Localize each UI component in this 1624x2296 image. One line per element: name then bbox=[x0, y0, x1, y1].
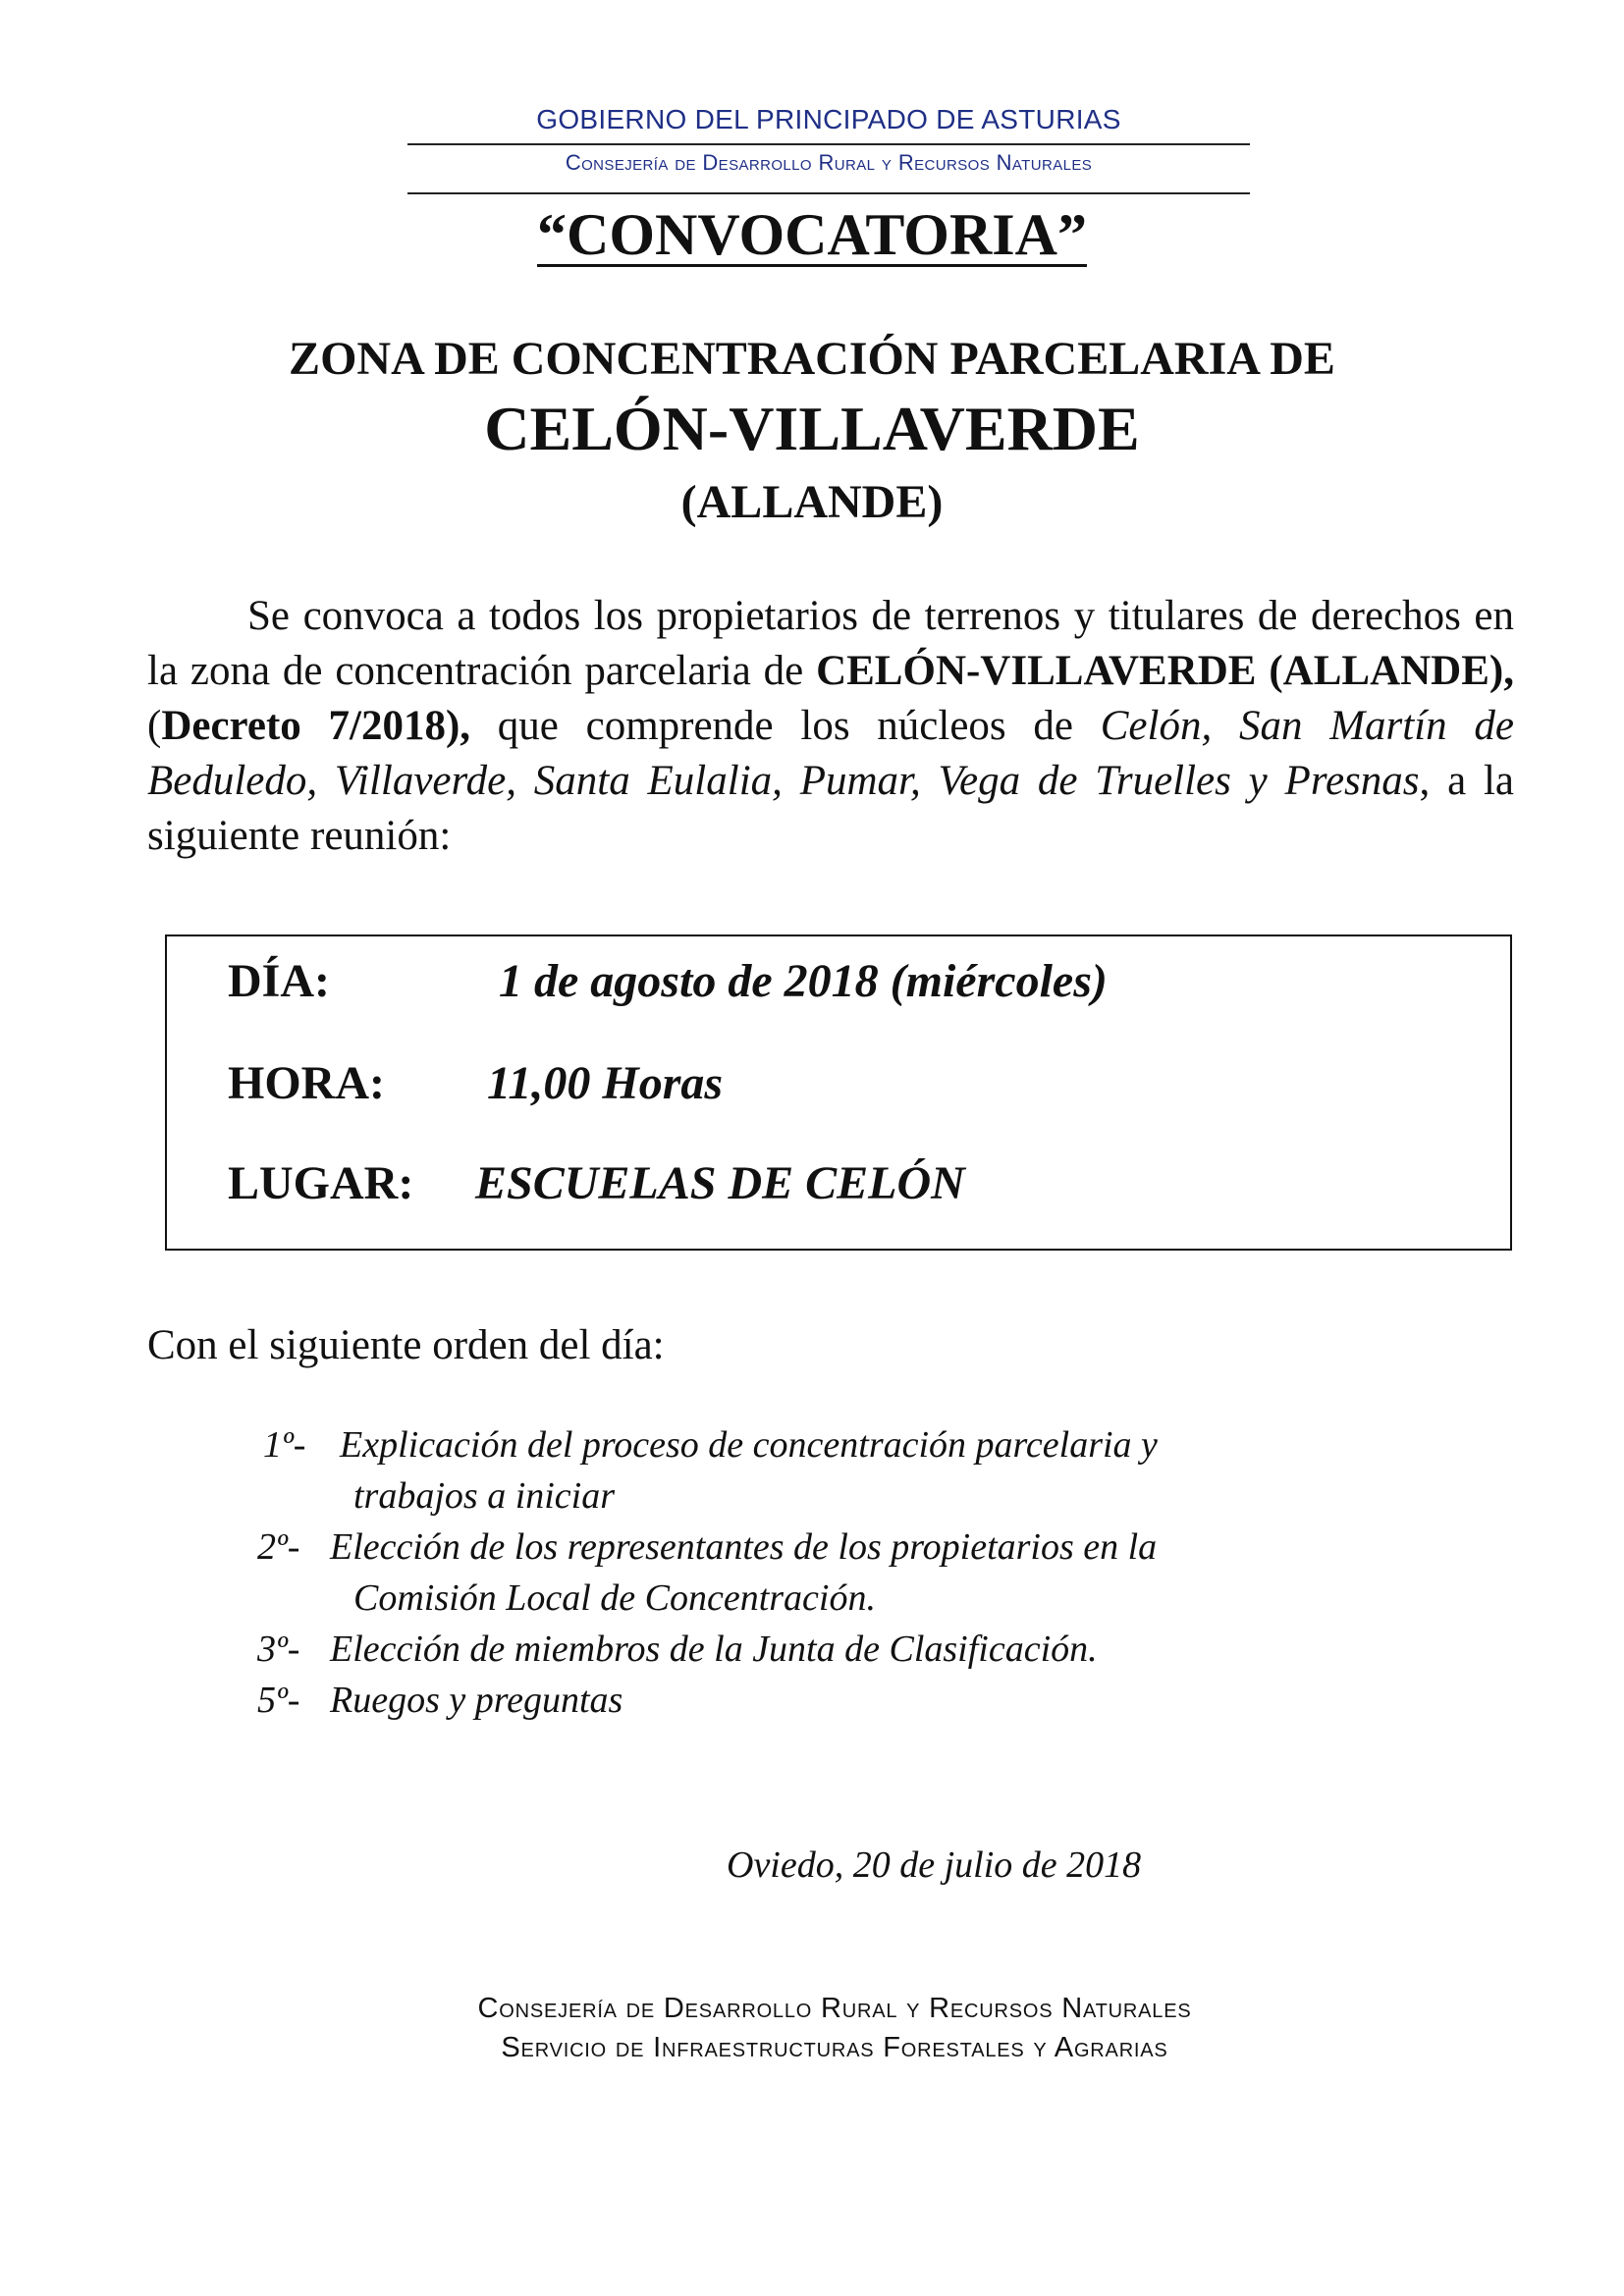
day-value: 1 de agosto de 2018 (miércoles) bbox=[499, 955, 1108, 1007]
footer-service: Servicio de Infraestructuras Forestales y Agrarias bbox=[501, 2032, 1168, 2063]
document-title-text: “CONVOCATORIA” bbox=[537, 202, 1087, 267]
government-header: GOBIERNO DEL PRINCIPADO DE ASTURIAS bbox=[536, 104, 1121, 134]
intro-text-4: , a la siguiente reunión: bbox=[147, 758, 1514, 859]
agenda-item-1 bbox=[263, 1419, 1158, 1522]
place-label: LUGAR: bbox=[228, 1157, 414, 1209]
zone-name: CELÓN-VILLAVERDE bbox=[484, 394, 1140, 463]
place-value: ESCUELAS DE CELÓN bbox=[475, 1157, 965, 1209]
agenda-item-2-number: 2º- bbox=[257, 1526, 300, 1568]
header-divider-bottom bbox=[407, 192, 1250, 194]
intro-text-1: Se convoca a todos los propietarios de terrenos y titulares de derechos en la zona de concentración parcelaria de bbox=[147, 593, 1514, 694]
intro-text-2: ( bbox=[147, 703, 162, 749]
time-label: HORA: bbox=[228, 1057, 385, 1109]
agenda-item-3-number: 3º- bbox=[257, 1629, 300, 1670]
zone-heading: ZONA DE CONCENTRACIÓN PARCELARIA DE bbox=[289, 333, 1335, 385]
document-title bbox=[0, 201, 1624, 269]
intro-villages: Celón, San Martín de Beduledo, Villaverde, Santa Eulalia, Pumar, Vega de Truelles y Presnas bbox=[147, 703, 1514, 804]
agenda-item-4-line1: Ruegos y preguntas bbox=[330, 1680, 623, 1721]
header-divider-top bbox=[407, 143, 1250, 145]
agenda-item-3 bbox=[257, 1624, 1098, 1675]
intro-text-3: que comprende los núcleos de bbox=[470, 703, 1101, 749]
meeting-place-row bbox=[167, 1156, 1510, 1215]
agenda-item-1-line1: Explicación del proceso de concentración parcelaria y bbox=[340, 1424, 1158, 1466]
convocation-paragraph bbox=[147, 589, 1514, 864]
agenda-item-1-number: 1º- bbox=[263, 1424, 306, 1466]
intro-zone-bold: CELÓN-VILLAVERDE (ALLANDE), bbox=[816, 648, 1514, 694]
agenda-item-4 bbox=[257, 1675, 623, 1726]
footer-department: Consejería de Desarrollo Rural y Recursos Naturales bbox=[477, 1993, 1192, 2024]
agenda-item-3-line1: Elección de miembros de la Junta de Clasificación. bbox=[330, 1629, 1098, 1670]
agenda-intro: Con el siguiente orden del día: bbox=[147, 1322, 665, 1368]
time-value: 11,00 Horas bbox=[487, 1057, 724, 1109]
intro-decree-bold: Decreto 7/2018), bbox=[161, 703, 471, 749]
place-date-line: Oviedo, 20 de julio de 2018 bbox=[727, 1844, 1142, 1886]
department-header: Consejería de Desarrollo Rural y Recursos Naturales bbox=[565, 150, 1093, 175]
agenda-item-2-line2: Comisión Local de Concentración. bbox=[353, 1577, 876, 1619]
zone-municipality: (ALLANDE) bbox=[680, 476, 944, 528]
meeting-day-row bbox=[167, 954, 1510, 1013]
agenda-item-2-line1: Elección de los representantes de los propietarios en la bbox=[330, 1526, 1158, 1568]
meeting-details-box bbox=[165, 934, 1512, 1251]
agenda-item-1-line2: trabajos a iniciar bbox=[353, 1475, 616, 1517]
meeting-time-row bbox=[167, 1056, 1510, 1115]
agenda-item-4-number: 5º- bbox=[257, 1680, 300, 1721]
day-label: DÍA: bbox=[228, 955, 330, 1007]
agenda-item-2 bbox=[257, 1522, 1157, 1624]
